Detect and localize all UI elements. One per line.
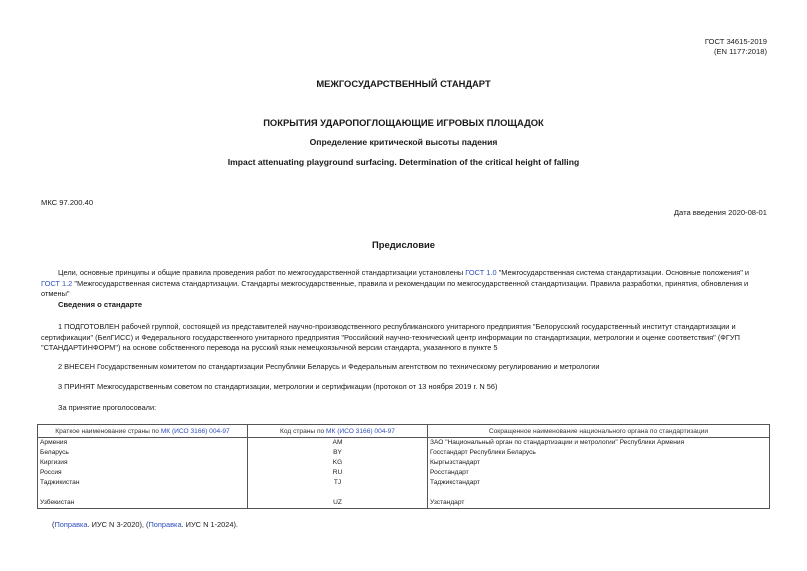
item-2-text: 2 ВНЕСЕН Государственным комитетом по стандартизации Республики Беларусь и Федеральным агентством по техническому регулированию и метрологии [58,362,600,371]
header-text: Краткое наименование страны по [55,427,161,435]
table-row [38,448,770,458]
amend-text: ( [52,520,55,529]
amendment-link[interactable]: Поправка [148,520,182,529]
country-code: BY [248,448,428,458]
country-code: RU [248,468,428,478]
item-3-text: 3 ПРИНЯТ Межгосударственным советом по стандартизации, метрологии и сертификации (протокол от 13 ноября 2019 г. N 56) [58,382,498,391]
item-1-prepared [41,322,768,354]
preface-text: "Межгосударственная система стандартизации. Стандарты межгосударственные, правила и рекомендации по межгосударственной стандартизации. Правила разработки, принятия, обновления и отмены" [41,278,749,299]
voted-label: За принятие проголосовали: [58,403,157,412]
preface-intro-paragraph [41,268,768,300]
gost-number: ГОСТ 34615-2019 [704,37,767,46]
country-name: Россия [38,468,248,478]
gost-1-0-link[interactable]: ГОСТ 1.0 [465,268,497,277]
gost-1-2-link[interactable]: ГОСТ 1.2 [41,278,73,288]
amendments-note [52,520,238,529]
country-code: AM [248,438,428,449]
item-1-text: 1 ПОДГОТОВЛЕН рабочей группой, состоящей из представителей научно-производственного республиканского унитарного предприятия "Белорусский государственный институт стандартизации и сертификации" (БелГИСС) и Федерального государственного унитарного предприятия "Российский научно-технический центр информации по стандартизации, метрологии и оценке соответствия" (ФГУП "СТАНДАРТИНФОРМ") на основе собственного перевода на русский язык немецкоязычной версии стандарта, указанного в пункте 5 [41,322,740,353]
document-designation [705,37,767,57]
country-name: Киргизия [38,458,248,468]
country-code: UZ [248,488,428,509]
country-name: Узбекистан [38,488,248,509]
en-number: (EN 1177:2018) [713,47,767,56]
country-name: Беларусь [38,448,248,458]
introduction-date: Дата введения 2020-08-01 [673,208,767,217]
standards-body: Росстандарт [428,468,770,478]
table-row [38,458,770,468]
country-name: Таджикистан [38,478,248,488]
document-title: ПОКРЫТИЯ УДАРОПОГЛОЩАЮЩИЕ ИГРОВЫХ ПЛОЩАДОК [263,117,544,128]
english-title: Impact attenuating playground surfacing. Determination of the critical height of falling [227,157,580,167]
standards-body: ЗАО "Национальный орган по стандартизации и метрологии" Республики Армения [428,438,770,449]
header-standards-body: Сокращенное наименование национального органа по стандартизации [428,425,770,438]
country-code: TJ [248,478,428,488]
standards-body: Госстандарт Республики Беларусь [428,448,770,458]
table-row [38,488,770,509]
country-code: KG [248,458,428,468]
amendment-link[interactable]: Поправка [54,520,88,529]
table-row [38,438,770,449]
mk-iso-link[interactable]: МК (ИСО 3166) 004-97 [326,427,395,435]
voting-countries-table [37,424,770,509]
standard-type-heading: МЕЖГОСУДАРСТВЕННЫЙ СТАНДАРТ [316,78,491,89]
item-2-submitted [41,362,768,373]
amend-text: . ИУС N 3-2020), ( [87,520,149,529]
about-standard-heading: Сведения о стандарте [58,300,143,309]
table-row [38,468,770,478]
item-3-adopted [41,382,768,393]
standards-body: Таджикстандарт [428,478,770,488]
header-country-name [38,425,248,438]
standards-body: Кыргызстандарт [428,458,770,468]
amend-text: . ИУС N 1-2024). [181,520,238,529]
standards-body: Узстандарт [428,488,770,509]
header-country-code [248,425,428,438]
table-header-row [38,425,770,438]
preface-heading: Предисловие [372,239,435,250]
document-subtitle: Определение критической высоты падения [309,137,498,147]
mks-code: МКС 97.200.40 [41,198,94,207]
country-name: Армения [38,438,248,449]
preface-text: Цели, основные принципы и общие правила проведения работ по межгосударственной стандартизации установлены [58,268,466,277]
mk-iso-link[interactable]: МК (ИСО 3166) 004-97 [160,427,230,435]
preface-text: "Межгосударственная система стандартизации. Основные положения" и [496,268,750,277]
table-row [38,478,770,488]
header-text: Код страны по [280,427,327,435]
